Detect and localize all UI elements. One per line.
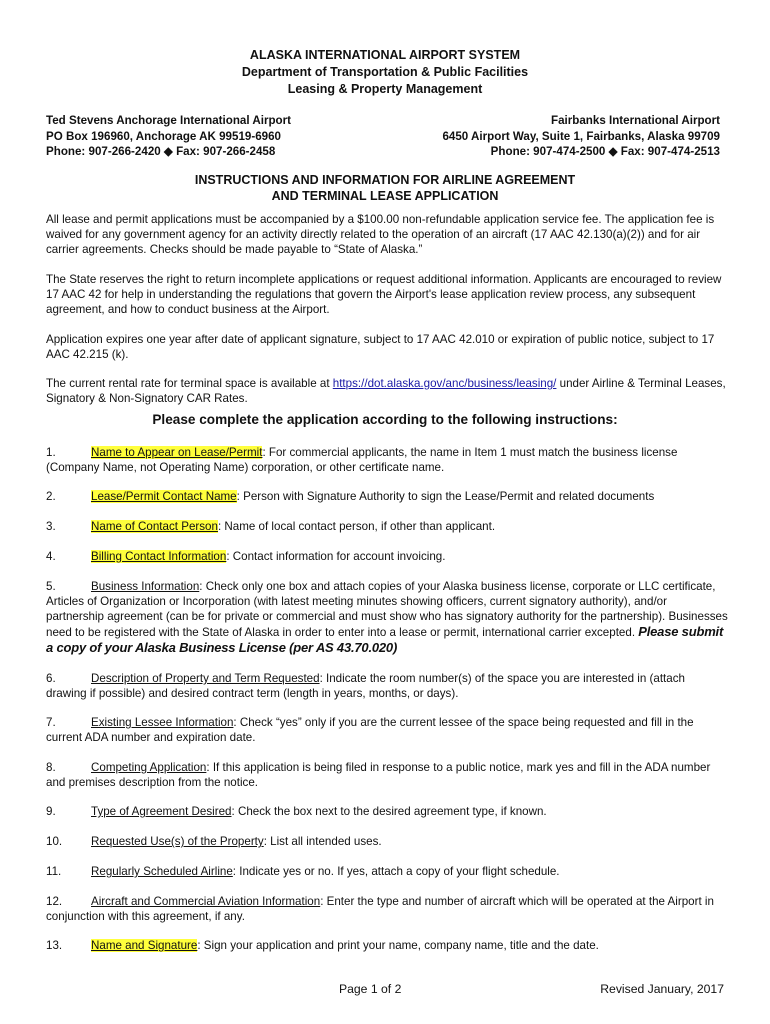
item-label: Existing Lessee Information [91,716,234,729]
item-number: 7. [46,716,56,729]
item-text: : Enter the type and number of aircraft which will be operated at the Airport in conjunction with this agreement, if any. [46,895,714,923]
rental-rate-paragraph [46,376,726,406]
revision-date: Revised January, 2017 [600,982,724,996]
instruction-item-8 [46,760,728,790]
item-text: : Person with Signature Authority to sign the Lease/Permit and related documents [236,490,655,503]
instruction-item-2 [46,489,728,504]
item-label: Billing Contact Information [91,550,227,563]
item-label: Requested Use(s) of the Property [91,835,264,848]
rental-rate-text: The current rental rate for terminal space is available at [46,377,333,390]
item-text: : If this application is being filed in response to a public notice, mark yes and fill in the ADA number and premises description from the notice. [46,761,711,789]
instruction-item-13 [46,938,728,953]
item-number: 4. [46,550,56,563]
instructions-heading: Please complete the application according to the following instructions: [152,412,618,427]
item-number: 3. [46,520,56,533]
item-label: Name and Signature [91,939,198,952]
item-text: : For commercial applicants, the name in Item 1 must match the business license (Company Name, not Operating Name) corporation, or other certificate name. [46,446,678,474]
item-number: 5. [46,580,56,593]
item-label: Description of Property and Term Requested [91,672,320,685]
item-number: 8. [46,761,56,774]
rental-rate-text-after: under Airline & Terminal Leases, Signatory & Non-Signatory CAR Rates. [46,377,726,405]
item-number: 2. [46,490,56,503]
item-text: : Sign your application and print your name, company name, title and the date. [197,939,599,952]
item-number: 1. [46,446,56,459]
item-label: Type of Agreement Desired [91,805,232,818]
instruction-item-6 [46,671,728,701]
fairbanks-address-block [442,113,720,160]
item-text: : Name of local contact person, if other than applicant. [217,520,496,533]
business-license-emphasis: Please submit a copy of your Alaska Business License (per AS 43.70.020) [46,624,724,655]
item-number: 10. [46,835,63,848]
item-number: 9. [46,805,56,818]
item-text: : Contact information for account invoicing. [226,550,446,563]
instruction-item-5 [46,579,728,656]
anchorage-airport-name: Ted Stevens Anchorage International Airport [46,114,292,127]
item-text: : Check the box next to the desired agreement type, if known. [231,805,547,818]
item-label: Regularly Scheduled Airline [91,865,233,878]
anchorage-phone-fax: Phone: 907-266-2420 ◆ Fax: 907-266-2458 [46,145,276,158]
item-text: : Indicate the room number(s) of the space you are interested in (attach drawing if possible) and desired contract term (length in years, months, or days). [46,672,685,700]
anchorage-postal-address: PO Box 196960, Anchorage AK 99519-6960 [46,129,281,143]
item-number: 6. [46,672,56,685]
instruction-item-12 [46,894,728,924]
instruction-item-9 [46,804,728,819]
leasing-link[interactable]: https://dot.alaska.gov/anc/business/leasing/ [332,377,557,390]
item-label: Competing Application [91,761,207,774]
document-title-line-1: INSTRUCTIONS AND INFORMATION FOR AIRLINE AGREEMENT [194,173,576,187]
department-name: Department of Transportation & Public Facilities [241,65,529,79]
item-text: : Check only one box and attach copies of your Alaska business license, corporate or LLC certificate, Articles of Organization or Incorporation (with latest meeting minutes showing officers, current signatory authority), and/or partnership agreement (can be for private or commercial and must show who has signatory authority for the partnership). Businesses need to be registered with the State of Alaska in order to enter into a lease or permit, international carrier excepted. [46,580,728,639]
item-text: : List all intended uses. [263,835,382,848]
division-name: Leasing & Property Management [287,82,483,96]
document-title-line-2: AND TERMINAL LEASE APPLICATION [271,188,499,203]
item-label: Name of Contact Person [91,520,218,533]
instruction-item-3 [46,519,728,534]
item-label: Name to Appear on Lease/Permit [91,446,263,459]
item-text: : Indicate yes or no. If yes, attach a copy of your flight schedule. [232,865,560,878]
fairbanks-airport-name: Fairbanks International Airport [551,114,720,127]
instruction-item-7 [46,715,728,745]
item-number: 11. [46,865,62,878]
org-name: ALASKA INTERNATIONAL AIRPORT SYSTEM [249,48,521,62]
review-paragraph: The State reserves the right to return incomplete applications or request additional information. Applicants are encouraged to review 17 AAC 42 for help in understanding the regulations that govern the Airport's lease application review process, any subsequent agreement, and how to conduct business at the Airport. [46,273,722,316]
expiration-paragraph: Application expires one year after date of applicant signature, subject to 17 AAC 42.010 or expiration of public notice, subject to 17 AAC 42.215 (k). [46,333,715,361]
item-number: 13. [46,939,63,952]
page-number: Page 1 of 2 [339,982,402,996]
instruction-item-11 [46,864,728,879]
item-text: : Check “yes” only if you are the current lessee of the space being requested and fill in the current ADA number and expiration date. [46,716,694,744]
item-label: Aircraft and Commercial Aviation Information [91,895,321,908]
fairbanks-phone-fax: Phone: 907-474-2500 ◆ Fax: 907-474-2513 [490,145,720,158]
fee-paragraph: All lease and permit applications must be accompanied by a $100.00 non-refundable application service fee. The application fee is waived for any government agency for an activity directly related to the operation of an aircraft (17 AAC 42.130(a)(2)) and for air carrier agreements. Checks should be made payable to “State of Alaska.” [46,213,715,256]
document-title [0,173,770,204]
item-number: 12. [46,895,63,908]
instruction-item-1 [46,445,728,475]
instruction-item-4 [46,549,728,564]
anchorage-address-block [46,113,291,160]
fairbanks-postal-address: 6450 Airport Way, Suite 1, Fairbanks, Alaska 99709 [442,129,720,143]
item-label: Lease/Permit Contact Name [91,490,237,503]
instruction-item-10 [46,834,728,849]
item-label: Business Information [91,580,200,593]
